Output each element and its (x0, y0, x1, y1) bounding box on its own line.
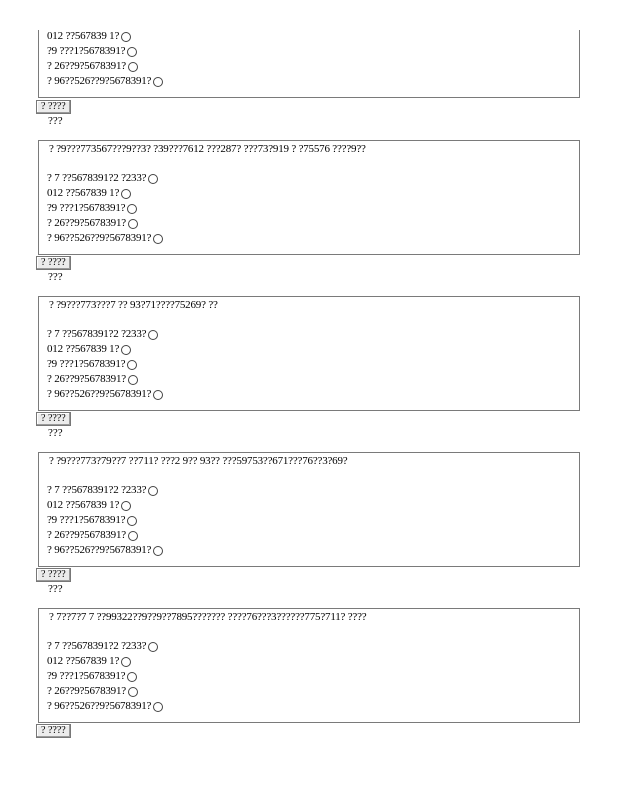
radio-button[interactable] (153, 390, 163, 400)
vote-button[interactable]: ? ???? (36, 412, 71, 426)
option-label: ? 26??9?5678391? (47, 373, 126, 385)
poll-option[interactable] (47, 186, 131, 201)
option-label: ? 96??526??9?5678391? (47, 232, 152, 244)
option-label: 012 ??567839 1? (47, 655, 120, 667)
radio-button[interactable] (153, 77, 163, 87)
poll-option[interactable] (47, 216, 138, 231)
result-text: ??? (48, 115, 63, 127)
radio-button[interactable] (148, 486, 158, 496)
poll-option[interactable] (47, 654, 131, 669)
radio-button[interactable] (128, 219, 138, 229)
poll-option[interactable] (47, 59, 138, 74)
poll-question: ? ?9???773567???9??3? ?39???7612 ???287? ???73?919 ? ?75576 ????9?? (49, 143, 366, 155)
poll-option[interactable] (47, 44, 137, 59)
radio-button[interactable] (127, 204, 137, 214)
radio-button[interactable] (121, 657, 131, 667)
option-label: ? 7 ??5678391?2 ?233? (47, 328, 147, 340)
radio-button[interactable] (128, 375, 138, 385)
poll-option[interactable] (47, 357, 137, 372)
option-label: 012 ??567839 1? (47, 187, 120, 199)
option-label: 012 ??567839 1? (47, 343, 120, 355)
poll-box-2 (38, 140, 580, 255)
poll-option[interactable] (47, 29, 131, 44)
poll-option[interactable] (47, 639, 158, 654)
poll-option[interactable] (47, 513, 137, 528)
poll-option[interactable] (47, 684, 138, 699)
radio-button[interactable] (128, 62, 138, 72)
option-label: ? 7 ??5678391?2 ?233? (47, 484, 147, 496)
vote-button[interactable]: ? ???? (36, 100, 71, 114)
poll-option[interactable] (47, 327, 158, 342)
poll-option[interactable] (47, 231, 163, 246)
poll-question: ? 7??7?7 7 ??99322??9??9??7895??????? ????76???3??????775?711? ???? (49, 611, 367, 623)
radio-button[interactable] (121, 32, 131, 42)
option-label: 012 ??567839 1? (47, 30, 120, 42)
radio-button[interactable] (127, 516, 137, 526)
radio-button[interactable] (127, 360, 137, 370)
poll-option[interactable] (47, 543, 163, 558)
result-text: ??? (48, 271, 63, 283)
radio-button[interactable] (148, 330, 158, 340)
option-label: ? 26??9?5678391? (47, 217, 126, 229)
poll-option[interactable] (47, 483, 158, 498)
option-label: ?9 ???1?5678391? (47, 45, 126, 57)
option-label: ? 96??526??9?5678391? (47, 544, 152, 556)
poll-question: ? ?9???773???7 ?? 93?71????75269? ?? (49, 299, 218, 311)
poll-option[interactable] (47, 171, 158, 186)
option-label: ? 96??526??9?5678391? (47, 75, 152, 87)
option-label: ?9 ???1?5678391? (47, 514, 126, 526)
option-label: ? 96??526??9?5678391? (47, 388, 152, 400)
option-label: ?9 ???1?5678391? (47, 358, 126, 370)
poll-option[interactable] (47, 342, 131, 357)
poll-option[interactable] (47, 201, 137, 216)
option-label: ?9 ???1?5678391? (47, 202, 126, 214)
radio-button[interactable] (148, 174, 158, 184)
radio-button[interactable] (121, 189, 131, 199)
option-label: ? 7 ??5678391?2 ?233? (47, 640, 147, 652)
radio-button[interactable] (128, 531, 138, 541)
radio-button[interactable] (153, 546, 163, 556)
option-label: ? 26??9?5678391? (47, 60, 126, 72)
poll-option[interactable] (47, 528, 138, 543)
radio-button[interactable] (128, 687, 138, 697)
radio-button[interactable] (127, 672, 137, 682)
radio-button[interactable] (148, 642, 158, 652)
poll-box-5 (38, 608, 580, 723)
radio-button[interactable] (127, 47, 137, 57)
poll-box-3 (38, 296, 580, 411)
radio-button[interactable] (121, 345, 131, 355)
option-label: ?9 ???1?5678391? (47, 670, 126, 682)
poll-option[interactable] (47, 387, 163, 402)
poll-option[interactable] (47, 699, 163, 714)
poll-option[interactable] (47, 372, 138, 387)
radio-button[interactable] (121, 501, 131, 511)
poll-option[interactable] (47, 74, 163, 89)
option-label: ? 7 ??5678391?2 ?233? (47, 172, 147, 184)
option-label: ? 26??9?5678391? (47, 685, 126, 697)
poll-question: ? ?9???773?79??7 ??711? ???2 9?? 93?? ???59753??671???76??3?69? (49, 455, 348, 467)
poll-option[interactable] (47, 498, 131, 513)
vote-button[interactable]: ? ???? (36, 256, 71, 270)
vote-button[interactable]: ? ???? (36, 568, 71, 582)
option-label: ? 26??9?5678391? (47, 529, 126, 541)
option-label: 012 ??567839 1? (47, 499, 120, 511)
vote-button[interactable]: ? ???? (36, 724, 71, 738)
result-text: ??? (48, 583, 63, 595)
poll-box-4 (38, 452, 580, 567)
result-text: ??? (48, 427, 63, 439)
poll-box-1 (38, 30, 580, 98)
radio-button[interactable] (153, 702, 163, 712)
radio-button[interactable] (153, 234, 163, 244)
option-label: ? 96??526??9?5678391? (47, 700, 152, 712)
poll-option[interactable] (47, 669, 137, 684)
